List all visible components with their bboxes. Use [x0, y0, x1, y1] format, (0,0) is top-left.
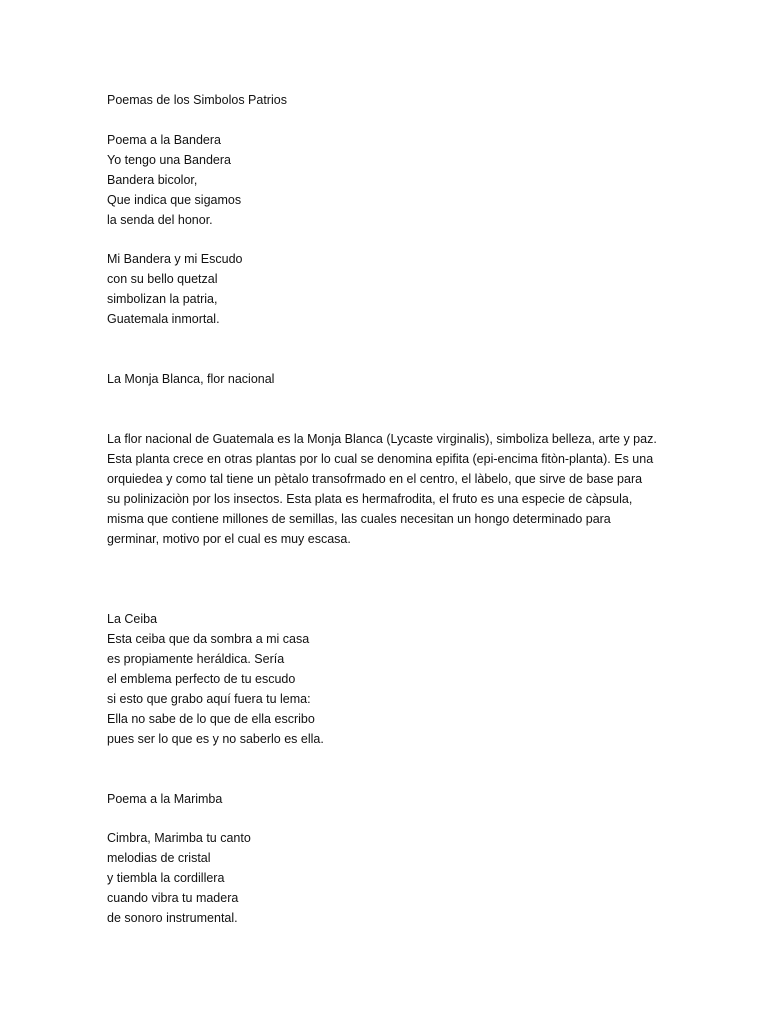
bandera-verse-line: Mi Bandera y mi Escudo	[107, 252, 243, 266]
monja-blanca-heading: La Monja Blanca, flor nacional	[107, 372, 275, 386]
paragraph-line: germinar, motivo por el cual es muy escasa.	[107, 532, 351, 546]
paragraph-line: misma que contiene millones de semillas, las cuales necesitan un hongo determinado para	[107, 512, 611, 526]
ceiba-verse-line: Ella no sabe de lo que de ella escribo	[107, 712, 315, 726]
ceiba-verse-line: es propiamente heráldica. Sería	[107, 652, 285, 666]
marimba-verse-line: Cimbra, Marimba tu canto	[107, 831, 251, 845]
document-title: Poemas de los Simbolos Patrios	[107, 93, 287, 107]
bandera-verse-line: Guatemala inmortal.	[107, 312, 220, 326]
paragraph-line: La flor nacional de Guatemala es la Monja Blanca (Lycaste virginalis), simboliza belleza, arte y paz.	[107, 432, 657, 446]
paragraph-line: orquiedea y como tal tiene un pètalo transofrmado en el centro, el làbelo, que sirve de base para	[107, 472, 643, 486]
marimba-verse-line: cuando vibra tu madera	[107, 891, 239, 905]
monja-blanca-paragraph	[107, 429, 667, 549]
bandera-verse-line: Que indica que sigamos	[107, 193, 242, 207]
ceiba-verse-line: si esto que grabo aquí fuera tu lema:	[107, 692, 311, 706]
marimba-heading: Poema a la Marimba	[107, 792, 223, 806]
bandera-verse-line: simbolizan la patria,	[107, 292, 218, 306]
bandera-verse-line: la senda del honor.	[107, 213, 213, 227]
paragraph-line: su polinizaciòn por los insectos. Esta plata es hermafrodita, el fruto es una especie de càpsula,	[107, 492, 633, 506]
marimba-verse-line: melodias de cristal	[107, 851, 211, 865]
paragraph-line: Esta planta crece en otras plantas por lo cual se denomina epifita (epi-encima fitòn-planta). Es una	[107, 452, 654, 466]
bandera-verse-line: con su bello quetzal	[107, 272, 218, 286]
ceiba-verse-line: pues ser lo que es y no saberlo es ella.	[107, 732, 324, 746]
marimba-verse-line: y tiembla la cordillera	[107, 871, 225, 885]
ceiba-verse-line: el emblema perfecto de tu escudo	[107, 672, 296, 686]
ceiba-verse-line: Esta ceiba que da sombra a mi casa	[107, 632, 310, 646]
bandera-verse-line: Bandera bicolor,	[107, 173, 198, 187]
marimba-verse-line: de sonoro instrumental.	[107, 911, 238, 925]
ceiba-heading: La Ceiba	[107, 612, 158, 626]
bandera-verse-line: Yo tengo una Bandera	[107, 153, 231, 167]
bandera-heading: Poema a la Bandera	[107, 133, 221, 147]
